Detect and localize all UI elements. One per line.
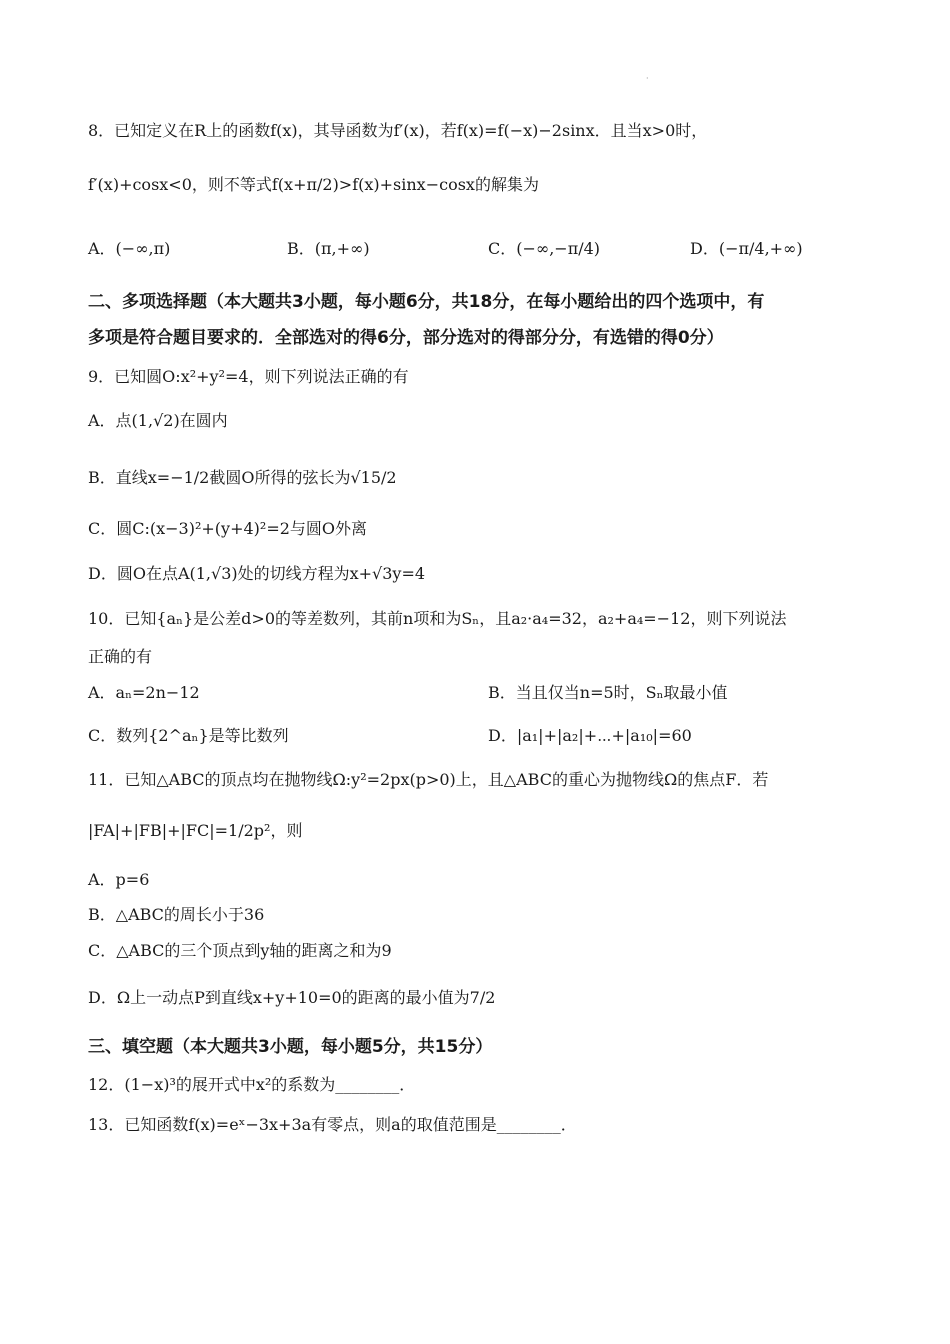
q12-text: 12．(1−x)³的展开式中x²的系数为________． <box>88 1075 416 1094</box>
q9-stem: 9．已知圆O:x²+y²=4，则下列说法正确的有 <box>88 367 409 386</box>
q10-option-b: B．当且仅当n=5时，Sₙ取最小值 <box>488 683 728 702</box>
section2-heading-line2: 多项是符合题目要求的．全部选对的得6分，部分选对的得部分分，有选错的得0分） <box>88 328 724 348</box>
q10-option-c: C．数列{2^aₙ}是等比数列 <box>88 726 289 745</box>
q9-option-b: B．直线x=−1/2截圆O所得的弦长为√15/2 <box>88 468 397 487</box>
q8-line1: 8．已知定义在R上的函数f(x)，其导函数为f′(x)，若f(x)=f(−x)−2sinx．且当x>0时， <box>88 121 708 140</box>
q8-line2: f′(x)+cosx<0，则不等式f(x+π/2)>f(x)+sinx−cosx的解集为 <box>88 175 539 194</box>
q11-line2: |FA|+|FB|+|FC|=1/2p²，则 <box>88 821 303 840</box>
q8-option-b: B．(π,+∞) <box>287 239 370 258</box>
q11-option-b: B．△ABC的周长小于36 <box>88 905 265 924</box>
q10-line2: 正确的有 <box>88 647 153 666</box>
q8-option-c: C．(−∞,−π/4) <box>488 239 601 258</box>
q11-option-d: D．Ω上一动点P到直线x+y+10=0的距离的最小值为7/2 <box>88 988 496 1007</box>
q8-option-d: D．(−π/4,+∞) <box>690 239 803 258</box>
q13-text: 13．已知函数f(x)=eˣ−3x+3a有零点，则a的取值范围是________． <box>88 1115 577 1134</box>
q10-option-a: A．aₙ=2n−12 <box>88 683 200 702</box>
q10-line1: 10．已知{aₙ}是公差d>0的等差数列，其前n项和为Sₙ，且a₂·a₄=32，a₂+a₄=−12，则下列说法 <box>88 609 787 628</box>
q11-option-a: A．p=6 <box>88 870 150 889</box>
q8-option-a: A．(−∞,π) <box>88 239 171 258</box>
q10-option-d: D．|a₁|+|a₂|+⋯+|a₁₀|=60 <box>488 726 692 745</box>
q11-line1: 11．已知△ABC的顶点均在抛物线Ω:y²=2px(p>0)上，且△ABC的重心为抛物线Ω的焦点F．若 <box>88 770 769 789</box>
section3-heading: 三、填空题（本大题共3小题，每小题5分，共15分） <box>88 1037 493 1057</box>
q11-option-c: C．△ABC的三个顶点到y轴的距离之和为9 <box>88 941 392 960</box>
q9-option-a: A．点(1,√2)在圆内 <box>88 411 228 430</box>
q9-option-c: C．圆C:(x−3)²+(y+4)²=2与圆O外离 <box>88 519 368 538</box>
page-mark: · <box>646 74 649 83</box>
section2-heading-line1: 二、多项选择题（本大题共3小题，每小题6分，共18分，在每小题给出的四个选项中，有 <box>88 292 765 312</box>
q9-option-d: D．圆O在点A(1,√3)处的切线方程为x+√3y=4 <box>88 564 426 583</box>
